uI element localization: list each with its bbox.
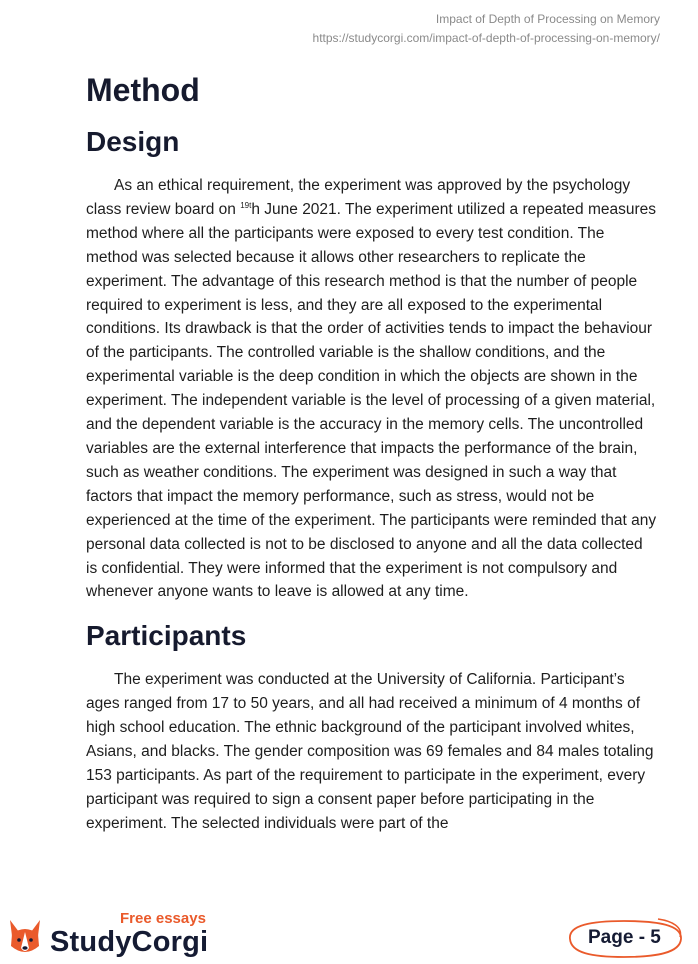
header-url[interactable]: https://studycorgi.com/impact-of-depth-of-processing-on-memory/ bbox=[312, 31, 660, 45]
header-title: Impact of Depth of Processing on Memory bbox=[435, 12, 660, 26]
participants-heading: Participants bbox=[86, 620, 247, 652]
design-text-rest: h June 2021. The experiment utilized a repeated measures method where all the participants were exposed to every test condition. The method was selected because it allows other researchers to replicate the experiment. The advantage of this research method is that the number of people required to experiment is less, and they are all exposed to the experimental conditions. Its drawback is that the order of activities tends to impact the behaviour of the participants. The controlled variable is the shallow conditions, and the experimental variable is the deep condition in which the objects are shown in the experiment. The independent variable is the level of processing of a given material, and the dependent variable is the accuracy in the memory cells. The uncontrolled variables are the external interference that impacts the performance of the brain, such as weather conditions. The experiment was designed in such a way that factors that impact the memory performance, such as stress, would not be experienced at the time of the experiment. The participants were reminded that any personal data collected is not to be disclosed to anyone and all the data collected is confidential. They were informed that the experiment is not compulsory and whenever anyone wants to leave is allowed at any time. bbox=[86, 200, 657, 601]
studycorgi-logo[interactable] bbox=[6, 910, 226, 960]
participants-paragraph: The experiment was conducted at the University of California. Participant’s ages ranged from 17 to 50 years, and all had received a minimum of 4 months of high school education. The ethnic background of the participant involved whites, Asians, and blacks. The gender composition was 69 females and 84 males totaling 153 participants. As part of the requirement to participate in the experiment, every participant was required to sign a consent paper before participating in the experiment. The selected individuals were part of the bbox=[86, 671, 654, 832]
design-paragraph bbox=[86, 174, 658, 604]
corgi-icon bbox=[6, 918, 44, 958]
date-superscript: 19t bbox=[240, 200, 252, 210]
page-number: Page - 5 bbox=[588, 927, 661, 948]
brand-name: StudyCorgi bbox=[50, 926, 209, 958]
design-text-start: As an ethical requirement, the experiment was approved by the psychology class review board on bbox=[86, 177, 631, 218]
free-essays-tagline: Free essays bbox=[120, 910, 206, 927]
design-heading: Design bbox=[86, 126, 180, 157]
method-heading: Method bbox=[86, 72, 200, 108]
page-header bbox=[313, 10, 660, 48]
document-body bbox=[86, 70, 658, 836]
page-number-badge bbox=[562, 915, 686, 961]
